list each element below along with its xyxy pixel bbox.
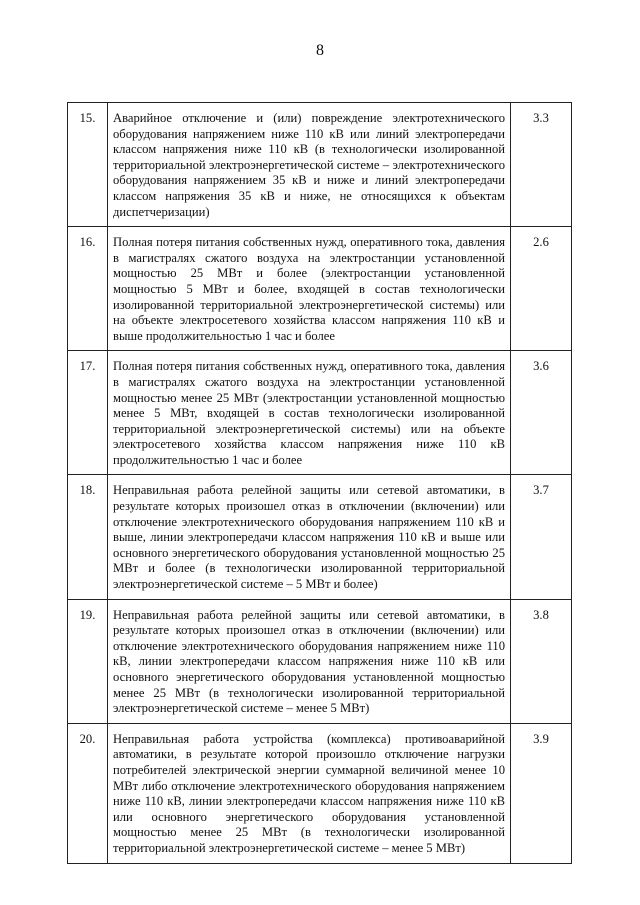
row-number: 19. — [68, 599, 108, 723]
table-row — [68, 599, 572, 723]
row-code: 2.6 — [511, 227, 572, 351]
row-number: 16. — [68, 227, 108, 351]
row-description: Полная потеря питания собственных нужд, оперативного тока, давления в магистралях сжатого воздуха на электростанции установленной мощностью менее 25 МВт (электростанции установленной мощностью менее 5 МВт, входящей в состав технологически изолированной территориальной электроэнергетической системы) или на объекте электросетевого хозяйства классом напряжения ниже 110 кВ продолжительностью 1 час и более — [108, 351, 511, 475]
row-code: 3.8 — [511, 599, 572, 723]
row-description: Неправильная работа релейной защиты или сетевой автоматики, в результате которых произошел отказ в отключении (включении) или отключение электротехнического оборудования напряжением ниже 110 кВ, линии электропередачи классом напряжения ниже 110 кВ или основного энергетического оборудования установленной мощностью менее 25 МВт (в технологически изолированной территориальной электроэнергетической системе – менее 5 МВт) — [108, 599, 511, 723]
table-row — [68, 475, 572, 599]
row-number: 20. — [68, 723, 108, 863]
row-description: Неправильная работа релейной защиты или сетевой автоматики, в результате которых произошел отказ в отключении (включении) или отключение электротехнического оборудования напряжением 110 кВ и выше, линии электропередачи классом напряжения 110 кВ и выше или основного энергетического оборудования установленной мощностью 25 МВт и более (в технологически изолированной территориальной электроэнергетической системе – 5 МВт и более) — [108, 475, 511, 599]
row-code: 3.3 — [511, 103, 572, 227]
row-code: 3.7 — [511, 475, 572, 599]
table-row — [68, 103, 572, 227]
row-number: 18. — [68, 475, 108, 599]
table-row — [68, 351, 572, 475]
row-description: Аварийное отключение и (или) повреждение электротехнического оборудования напряжением ниже 110 кВ или линий электропередачи классом напряжения ниже 110 кВ (в технологически изолированной территориальной электроэнергетической системе – электротехнического оборудования напряжением 35 кВ и ниже и линий электропередачи классом напряжения 35 кВ и ниже, не относящихся к объектам диспетчеризации) — [108, 103, 511, 227]
table-row — [68, 227, 572, 351]
table-row — [68, 723, 572, 863]
row-number: 15. — [68, 103, 108, 227]
row-code: 3.6 — [511, 351, 572, 475]
row-description: Неправильная работа устройства (комплекса) противоаварийной автоматики, в результате которой произошло отключение нагрузки потребителей электрической энергии суммарной величиной менее 10 МВт либо отключение электротехнического оборудования напряжением ниже 110 кВ, линии электропередачи классом напряжения ниже 110 кВ или основного энергетического оборудования установленной мощностью менее 25 МВт (в технологически изолированной территориальной электроэнергетической системе – менее 5 МВт) — [108, 723, 511, 863]
page-number: 8 — [316, 42, 324, 59]
incident-table — [67, 102, 572, 864]
row-description: Полная потеря питания собственных нужд, оперативного тока, давления в магистралях сжатого воздуха на электростанции установленной мощностью 25 МВт и более (электростанции установленной мощностью 5 МВт и более, входящей в состав технологически изолированной территориальной электроэнергетической системы) или на объекте электросетевого хозяйства классом напряжения 110 кВ и выше продолжительностью 1 час и более — [108, 227, 511, 351]
row-number: 17. — [68, 351, 108, 475]
row-code: 3.9 — [511, 723, 572, 863]
